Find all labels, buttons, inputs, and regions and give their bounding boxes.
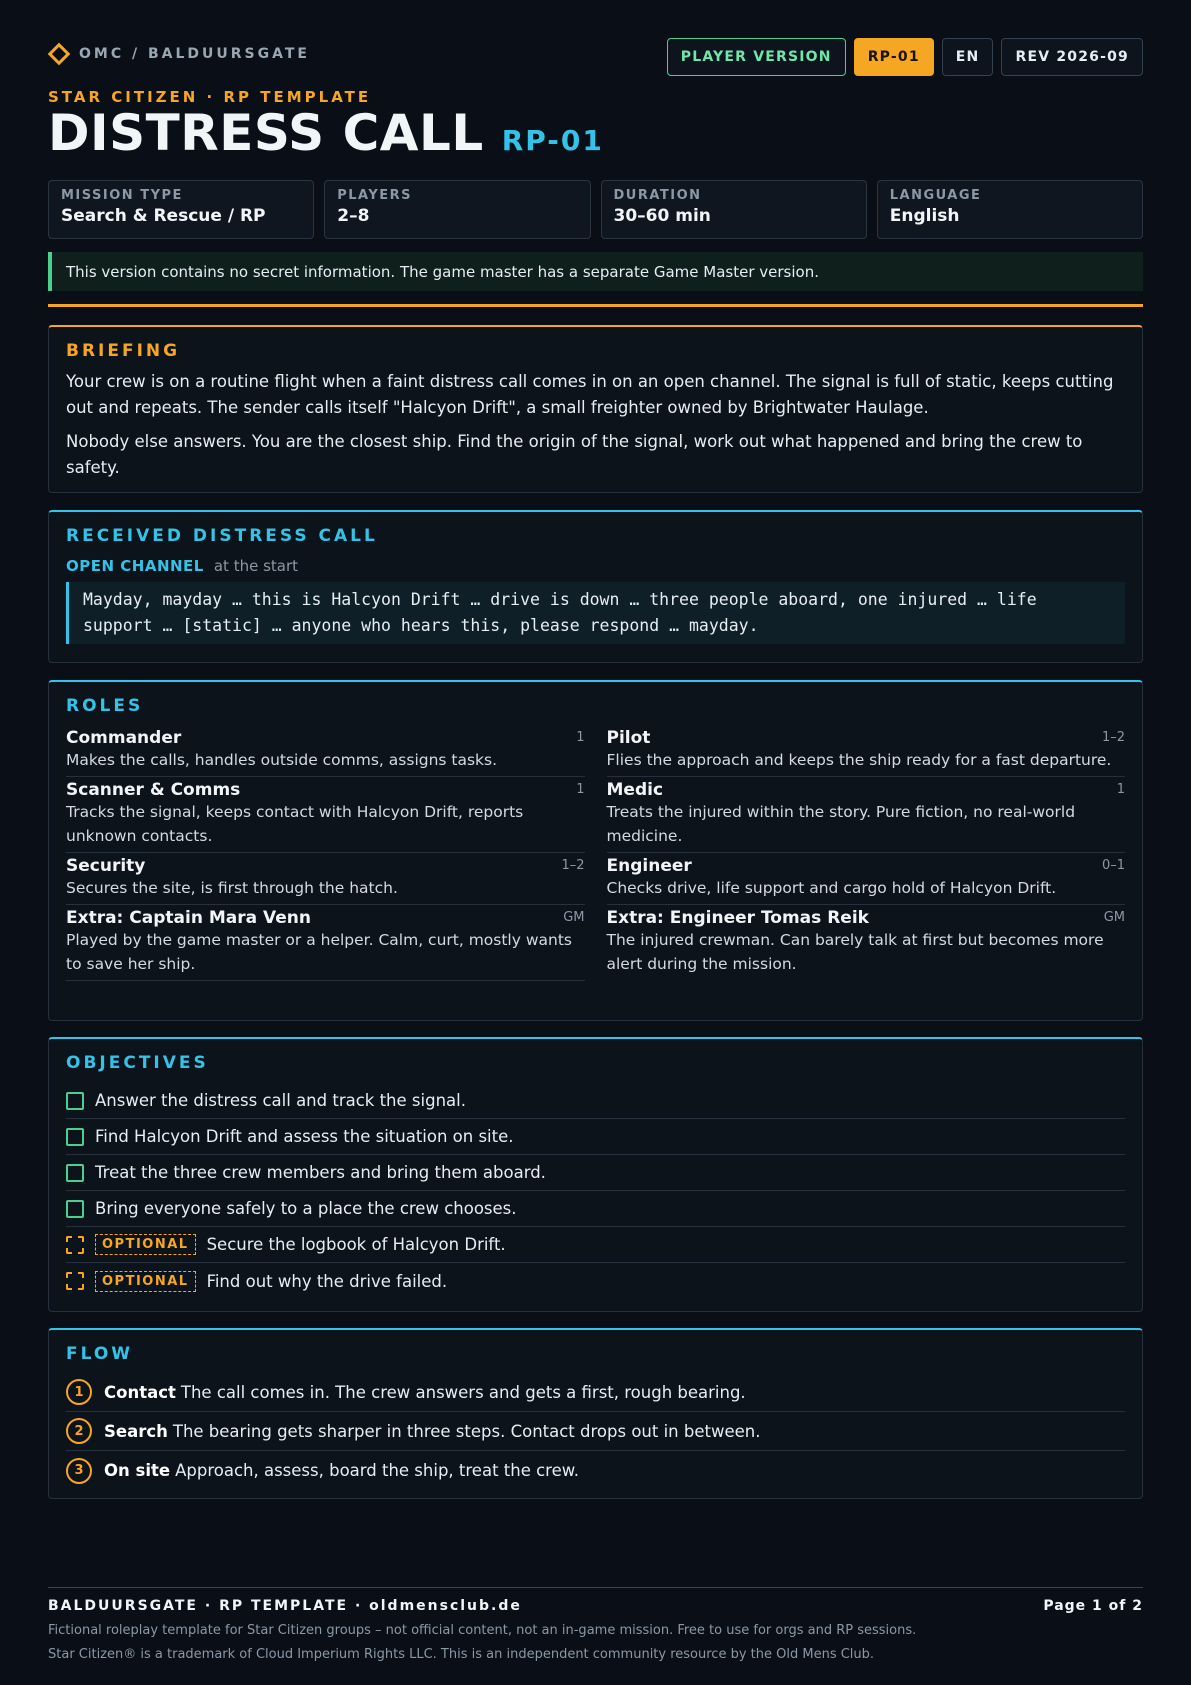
- flow-step: [66, 1373, 1125, 1412]
- step-text: Approach, assess, board the ship, treat the crew.: [175, 1461, 579, 1480]
- optional-checkbox-icon[interactable]: [66, 1272, 84, 1290]
- checkbox-icon[interactable]: [66, 1092, 84, 1110]
- section-title: FLOW: [66, 1344, 134, 1364]
- brand-text: OMC / BALDUURSGATE: [79, 46, 310, 62]
- checkbox-icon[interactable]: [66, 1200, 84, 1218]
- section-title: BRIEFING: [66, 341, 181, 361]
- page-number: Page 1 of 2: [1043, 1598, 1143, 1614]
- distress-call-section: [48, 510, 1143, 663]
- role-count: GM: [1103, 910, 1125, 925]
- meta-value: 30–60 min: [613, 206, 711, 226]
- objective-text: Find out why the drive failed.: [206, 1271, 448, 1291]
- step-text: The call comes in. The crew answers and gets a first, rough bearing.: [180, 1382, 746, 1402]
- meta-card-language: [877, 180, 1143, 239]
- objective-item: [66, 1083, 1125, 1119]
- title-code: RP-01: [501, 124, 604, 157]
- role-name: Security: [66, 856, 146, 876]
- optional-tag: OPTIONAL: [95, 1271, 196, 1292]
- role-count: 1–2: [561, 858, 585, 873]
- role-description: Secures the site, is first through the hatch.: [66, 879, 398, 897]
- role-name: Commander: [66, 728, 182, 748]
- optional-checkbox-icon[interactable]: [66, 1236, 84, 1254]
- objective-text: Secure the logbook of Halcyon Drift.: [206, 1235, 506, 1254]
- meta-card-players: [324, 180, 590, 239]
- objective-item: [66, 1191, 1125, 1227]
- role-item: [66, 777, 585, 853]
- objective-text: Treat the three crew members and bring them aboard.: [95, 1163, 546, 1182]
- step-name: Contact: [104, 1382, 176, 1402]
- revision-badge: REV 2026-09: [1001, 38, 1143, 76]
- role-description: The injured crewman. Can barely talk at first but becomes more alert during the mission.: [606, 931, 1104, 973]
- optional-tag: OPTIONAL: [95, 1234, 196, 1255]
- role-name: Medic: [606, 780, 664, 800]
- objectives-section: [48, 1037, 1143, 1312]
- step-text-wrap: [104, 1422, 760, 1441]
- channel-tag: OPEN CHANNEL: [66, 557, 204, 575]
- briefing-paragraph: Nobody else answers. You are the closest ship. Find the origin of the signal, work out what happened and bring the crew to safety.: [66, 432, 1083, 477]
- meta-label: DURATION: [613, 188, 702, 203]
- brand: [48, 46, 310, 62]
- channel-line: [66, 557, 1125, 575]
- top-bar: [48, 38, 1143, 78]
- objective-text: Find Halcyon Drift and assess the situation on site.: [95, 1127, 514, 1146]
- role-count: GM: [563, 910, 585, 925]
- step-name: Search: [104, 1421, 168, 1441]
- language-badge: EN: [942, 38, 994, 76]
- flow-step: [66, 1412, 1125, 1451]
- footer-trademark: Star Citizen® is a trademark of Cloud Imperium Rights LLC. This is an independent community resource by the Old Mens Club.: [48, 1647, 875, 1662]
- role-item: [66, 905, 585, 981]
- badge-group: [667, 38, 1143, 76]
- role-name: Engineer: [606, 856, 692, 876]
- page-title: DISTRESS CALL: [48, 104, 484, 162]
- meta-cards: [48, 180, 1143, 239]
- footer-title: BALDUURSGATE · RP TEMPLATE · oldmensclub.de: [48, 1598, 522, 1614]
- meta-value: English: [889, 206, 960, 226]
- role-item: [66, 725, 585, 777]
- role-name: Extra: Captain Mara Venn: [66, 908, 311, 928]
- title-row: [48, 104, 604, 162]
- page-footer: [48, 1587, 1143, 1662]
- role-name: Scanner & Comms: [66, 780, 241, 800]
- meta-label: MISSION TYPE: [61, 188, 183, 203]
- notice-banner: This version contains no secret information. The game master has a separate Game Master version.: [48, 252, 1143, 291]
- objective-item: [66, 1119, 1125, 1155]
- role-count: 1: [576, 730, 585, 745]
- meta-label: LANGUAGE: [889, 188, 982, 203]
- divider-rule: [48, 304, 1143, 307]
- document-page: [48, 0, 1143, 1685]
- role-item: [607, 777, 1126, 853]
- meta-card-mission-type: [48, 180, 314, 239]
- meta-value: 2–8: [337, 206, 370, 226]
- role-name: Pilot: [606, 728, 651, 748]
- channel-note: at the start: [213, 557, 299, 575]
- diamond-logo-icon: [48, 43, 71, 66]
- role-item: [66, 853, 585, 905]
- briefing-paragraph: Your crew is on a routine flight when a faint distress call comes in on an open channel. The signal is full of static, keeps cutting out and repeats. The sender calls itself "Halcyon Drift", a small freighter owned by Brightwater Haulage.: [66, 372, 1114, 417]
- role-name: Extra: Engineer Tomas Reik: [606, 908, 869, 928]
- meta-value: Search & Rescue / RP: [61, 206, 266, 226]
- role-description: Tracks the signal, keeps contact with Halcyon Drift, reports unknown contacts.: [66, 803, 524, 845]
- step-number: 1: [66, 1379, 92, 1405]
- role-count: 1: [1116, 782, 1125, 797]
- role-count: 1–2: [1101, 730, 1125, 745]
- objective-text: Bring everyone safely to a place the crew chooses.: [95, 1199, 517, 1218]
- role-item: [607, 905, 1126, 981]
- role-description: Treats the injured within the story. Pure fiction, no real-world medicine.: [606, 803, 1076, 845]
- meta-label: PLAYERS: [337, 188, 413, 203]
- step-number: 3: [66, 1458, 92, 1484]
- step-text: The bearing gets sharper in three steps. Contact drops out in between.: [172, 1421, 761, 1441]
- section-title: ROLES: [66, 696, 144, 716]
- roles-section: [48, 680, 1143, 1021]
- flow-list: [66, 1373, 1125, 1490]
- role-description: Checks drive, life support and cargo hold of Halcyon Drift.: [606, 879, 1057, 897]
- mission-code-badge: RP-01: [854, 38, 934, 76]
- objective-text: Answer the distress call and track the signal.: [95, 1091, 466, 1110]
- role-description: Makes the calls, handles outside comms, assigns tasks.: [66, 751, 498, 769]
- flow-section: [48, 1328, 1143, 1499]
- flow-step: [66, 1451, 1125, 1490]
- meta-card-duration: [601, 180, 867, 239]
- kicker: STAR CITIZEN · RP TEMPLATE: [48, 88, 372, 106]
- objective-item-optional: [66, 1227, 1125, 1263]
- checkbox-icon[interactable]: [66, 1164, 84, 1182]
- role-item: [607, 725, 1126, 777]
- step-number: 2: [66, 1418, 92, 1444]
- role-description: Played by the game master or a helper. Calm, curt, mostly wants to save her ship.: [66, 931, 572, 973]
- section-title: OBJECTIVES: [66, 1053, 209, 1073]
- briefing-section: [48, 325, 1143, 493]
- section-title: RECEIVED DISTRESS CALL: [66, 526, 378, 546]
- player-version-badge: PLAYER VERSION: [667, 38, 846, 76]
- step-text-wrap: [104, 1461, 579, 1480]
- role-description: Flies the approach and keeps the ship ready for a fast departure.: [606, 751, 1112, 769]
- step-name: On site: [104, 1461, 171, 1480]
- objectives-list: [66, 1083, 1125, 1299]
- role-count: 1: [576, 782, 585, 797]
- role-item: [607, 853, 1126, 905]
- objective-item: [66, 1155, 1125, 1191]
- roles-grid: [66, 725, 1125, 981]
- objective-item-optional: [66, 1263, 1125, 1299]
- step-text-wrap: [104, 1383, 746, 1402]
- distress-message: Mayday, mayday … this is Halcyon Drift … drive is down … three people aboard, one injured … life support … [static] … anyone who hears this, please respond … mayday.: [66, 582, 1125, 644]
- role-count: 0–1: [1101, 858, 1125, 873]
- checkbox-icon[interactable]: [66, 1128, 84, 1146]
- footer-disclaimer: Fictional roleplay template for Star Citizen groups – not official content, not an in-game mission. Free to use for orgs and RP sessions.: [48, 1623, 917, 1638]
